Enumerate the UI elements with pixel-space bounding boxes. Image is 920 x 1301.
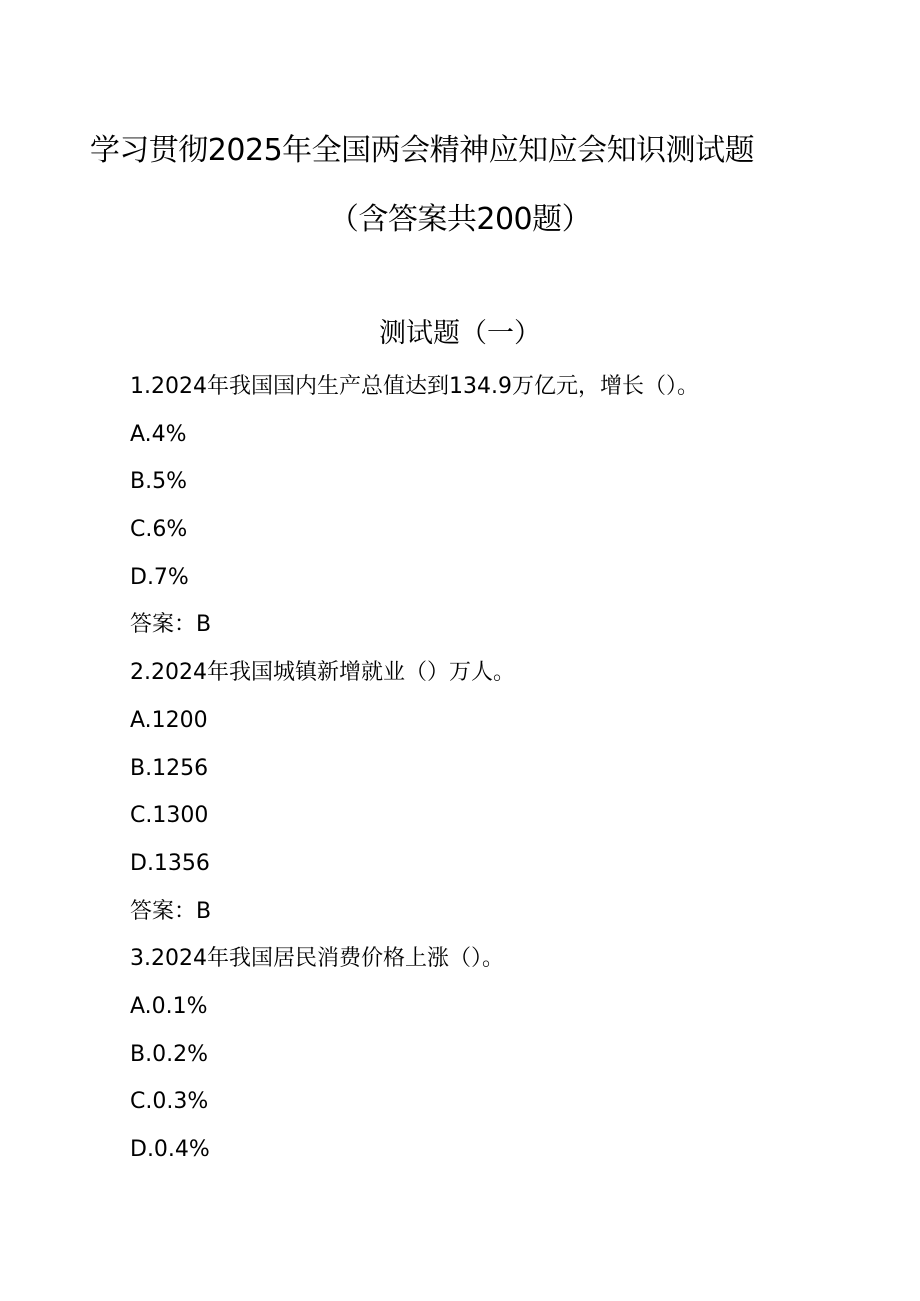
option-a: A.1200 (130, 707, 208, 733)
option-d: D.1356 (130, 850, 210, 876)
option-c: C.0.3% (130, 1089, 209, 1115)
question-text: 1.2024年我国国内生产总值达到134.9万亿元，增长（）。 (130, 374, 699, 399)
document-title: 学习贯彻2025年全国两会精神应知应会知识测试题 (89, 133, 755, 168)
question-text: 2.2024年我国城镇新增就业（）万人。 (130, 660, 515, 686)
option-c: C.1300 (130, 803, 209, 829)
option-d: D.0.4% (130, 1137, 210, 1162)
option-b: B.5% (130, 469, 187, 495)
document-subtitle: （含答案共200题） (328, 202, 592, 237)
question-text: 3.2024年我国居民消费价格上涨（）。 (130, 946, 504, 972)
question-list (130, 363, 890, 1174)
option-d: D.7% (130, 564, 189, 590)
option-b: B.0.2% (130, 1041, 208, 1067)
option-a: A.0.1% (130, 993, 208, 1019)
answer-text: 答案：B (130, 898, 212, 924)
option-b: B.1256 (130, 755, 209, 781)
section-title: 测试题（一） (379, 318, 541, 349)
option-a: A.4% (130, 421, 187, 447)
answer-text: 答案：B (130, 612, 212, 638)
option-c: C.6% (130, 517, 188, 543)
